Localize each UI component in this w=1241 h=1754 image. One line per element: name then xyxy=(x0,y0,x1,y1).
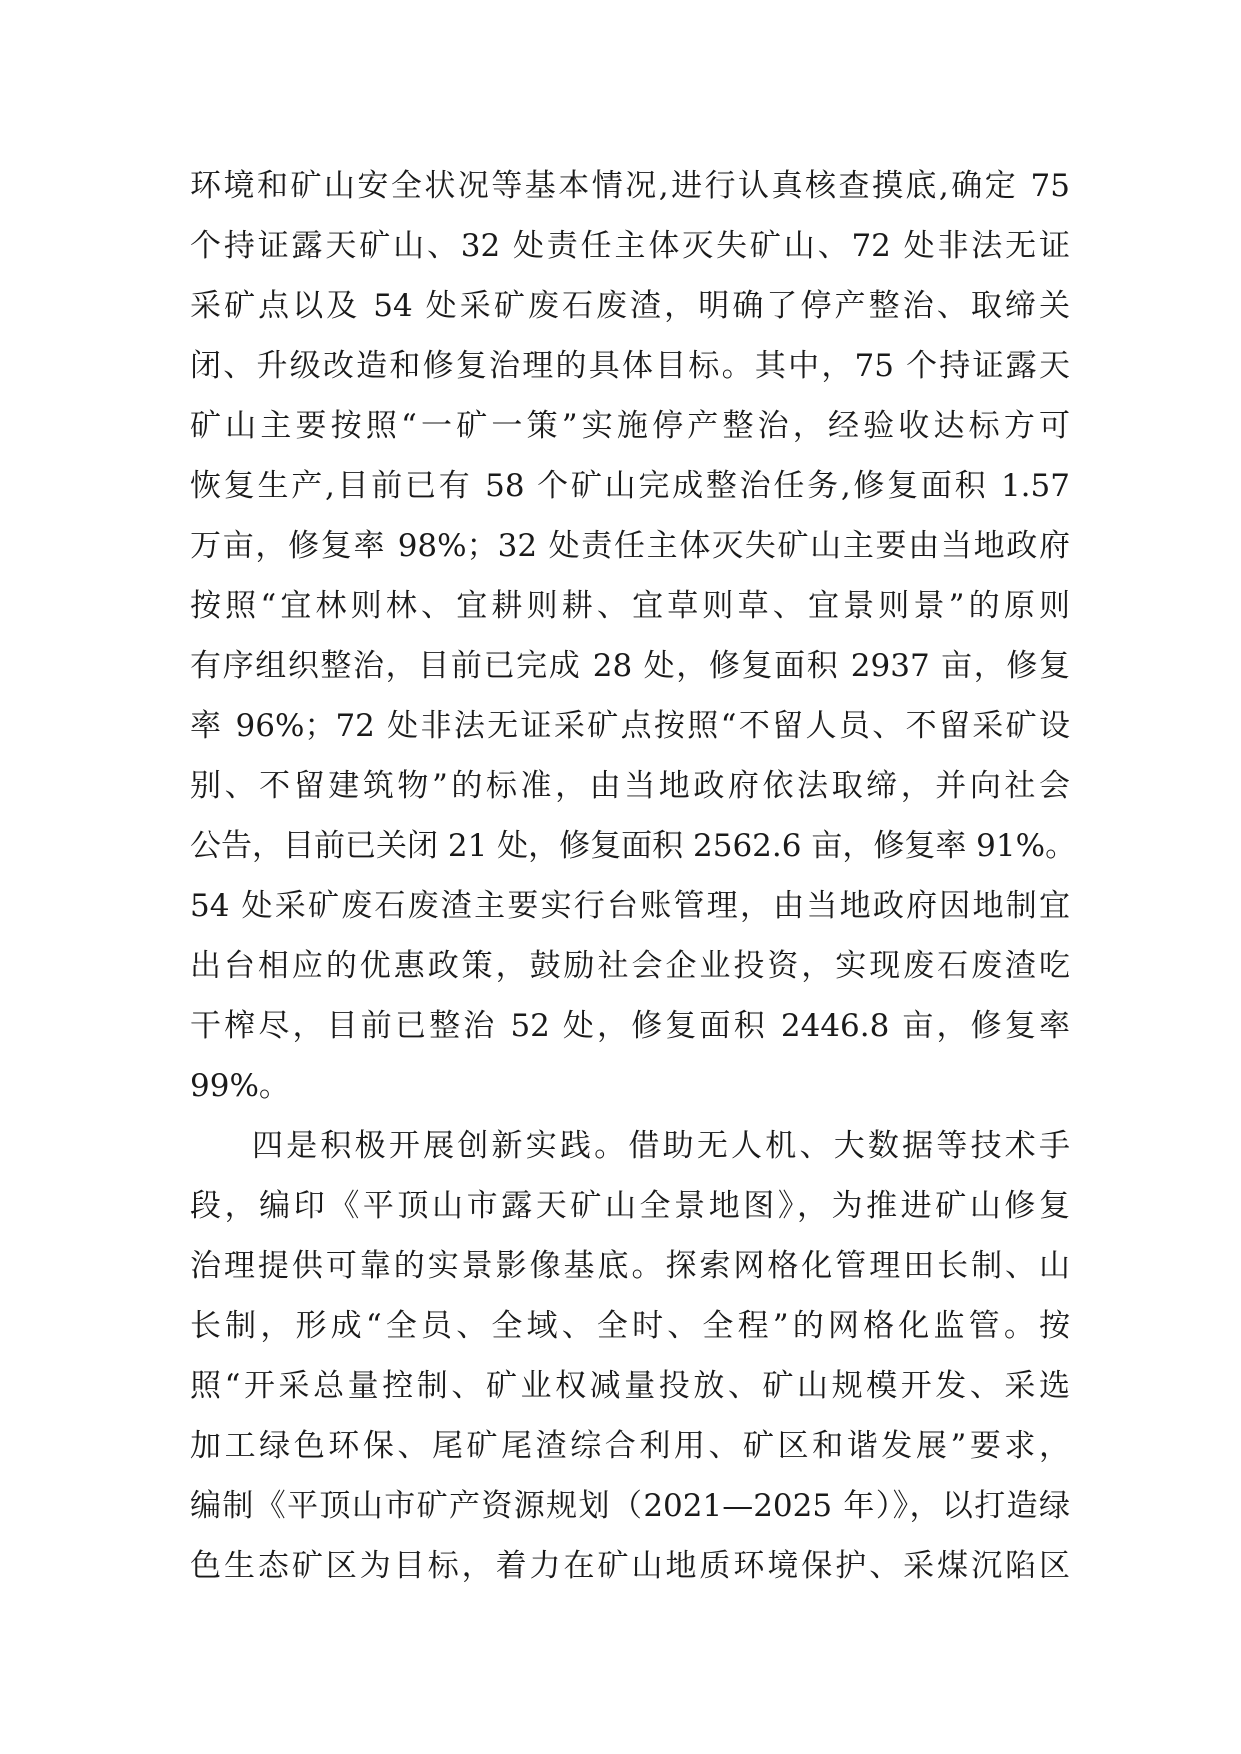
text-line: 照“开采总量控制、矿业权减量投放、矿山规模开发、采选 xyxy=(190,1368,1070,1404)
paragraph-start-line: 四是积极开展创新实践。借助无人机、大数据等技术手 xyxy=(252,1128,1070,1164)
text-line: 矿山主要按照“一矿一策”实施停产整治，经验收达标方可 xyxy=(190,408,1070,444)
text-line: 色生态矿区为目标，着力在矿山地质环境保护、采煤沉陷区 xyxy=(190,1548,1070,1584)
text-line: 按照“宜林则林、宜耕则耕、宜草则草、宜景则景”的原则 xyxy=(190,588,1070,624)
text-line: 公告，目前已关闭 21 处，修复面积 2562.6 亩，修复率 91%。 xyxy=(190,828,1077,864)
text-line: 恢复生产,目前已有 58 个矿山完成整治任务,修复面积 1.57 xyxy=(190,468,1070,504)
text-line: 治理提供可靠的实景影像基底。探索网格化管理田长制、山 xyxy=(190,1248,1070,1284)
text-line: 采矿点以及 54 处采矿废石废渣，明确了停产整治、取缔关 xyxy=(190,288,1070,324)
text-line: 编制《平顶山市矿产资源规划（2021—2025 年）》，以打造绿 xyxy=(190,1488,1070,1524)
text-line: 闭、升级改造和修复治理的具体目标。其中，75 个持证露天 xyxy=(190,348,1070,384)
text-line: 加工绿色环保、尾矿尾渣综合利用、矿区和谐发展”要求， xyxy=(190,1428,1070,1464)
text-line: 率 96%；72 处非法无证采矿点按照“不留人员、不留采矿设 xyxy=(190,708,1070,744)
text-line: 别、不留建筑物”的标准，由当地政府依法取缔，并向社会 xyxy=(190,768,1070,804)
text-line: 54 处采矿废石废渣主要实行台账管理，由当地政府因地制宜 xyxy=(190,888,1070,924)
text-line: 长制，形成“全员、全域、全时、全程”的网格化监管。按 xyxy=(190,1308,1070,1344)
text-line: 万亩，修复率 98%；32 处责任主体灭失矿山主要由当地政府 xyxy=(190,528,1070,564)
body-text xyxy=(190,156,1077,1596)
text-line: 段，编印《平顶山市露天矿山全景地图》，为推进矿山修复 xyxy=(190,1188,1070,1224)
text-line: 99%。 xyxy=(190,1068,290,1104)
text-line: 个持证露天矿山、32 处责任主体灭失矿山、72 处非法无证 xyxy=(190,228,1070,264)
text-line: 干榨尽，目前已整治 52 处，修复面积 2446.8 亩，修复率 xyxy=(190,1008,1070,1044)
text-line: 有序组织整治，目前已完成 28 处，修复面积 2937 亩，修复 xyxy=(190,648,1070,684)
text-line: 出台相应的优惠政策，鼓励社会企业投资，实现废石废渣吃 xyxy=(190,948,1070,984)
text-line: 环境和矿山安全状况等基本情况,进行认真核查摸底,确定 75 xyxy=(190,168,1070,204)
